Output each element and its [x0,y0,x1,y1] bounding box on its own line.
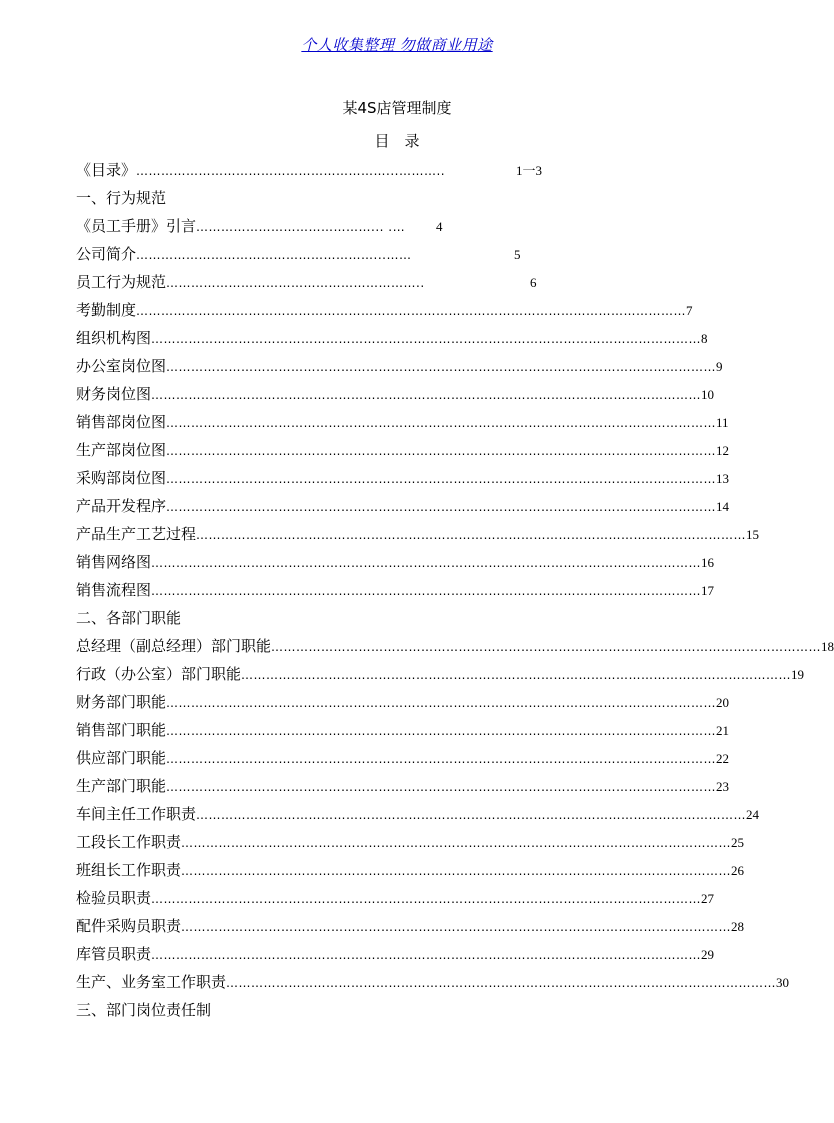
toc-entry: 库管员职责 …………………………………………………………………………………………………………………… 29 [76,945,715,963]
toc-entry: 检验员职责 …………………………………………………………………………………………………………………… 27 [76,889,715,907]
toc-entry: 财务部门职能 …………………………………………………………………………………………………………………… 20 [76,693,730,711]
toc-entry: 行政（办公室）部门职能 …………………………………………………………………………………………………………………… 19 [76,665,805,683]
table-of-contents [76,156,834,1024]
toc-entry: 销售部岗位图 …………………………………………………………………………………………………………………… 11 [76,413,729,431]
toc-entry: 总经理（副总经理）部门职能 …………………………………………………………………………………………………………………… 18 [76,637,834,655]
document-title: 某4S店管理制度 [342,99,452,117]
toc-entry-catalog: 《目录》 ……………………………………………………...……….. 1一3 [76,161,543,179]
toc-entry: 采购部岗位图 …………………………………………………………………………………………………………………… 13 [76,469,730,487]
toc-section-heading: 三、部门岗位责任制 [76,1001,212,1019]
toc-entry: 销售流程图 …………………………………………………………………………………………………………………… 17 [76,581,715,599]
toc-entry: 供应部门职能 …………………………………………………………………………………………………………………… 22 [76,749,730,767]
toc-section-heading: 二、各部门职能 [76,609,182,627]
toc-entry: 销售网络图 …………………………………………………………………………………………………………………… 16 [76,553,715,571]
toc-entry: 产品开发程序 …………………………………………………………………………………………………………………… 14 [76,497,730,515]
toc-entry: 工段长工作职责 …………………………………………………………………………………………………………………… 25 [76,833,745,851]
toc-entry: 生产部门职能 …………………………………………………………………………………………………………………… 23 [76,777,730,795]
toc-entry: 产品生产工艺过程 …………………………………………………………………………………………………………………… 15 [76,525,760,543]
toc-entry: 员工行为规范 …………………………………………………….. 6 [76,273,537,291]
header-link[interactable]: 个人收集整理 勿做商业用途 [301,36,493,54]
toc-heading: 目 录 [374,132,420,150]
toc-entry: 车间主任工作职责 …………………………………………………………………………………………………………………… 24 [76,805,760,823]
toc-entry: 财务岗位图 …………………………………………………………………………………………………………………… 10 [76,385,715,403]
toc-entry: 生产、业务室工作职责 …………………………………………………………………………………………………………………… 30 [76,973,790,991]
toc-section-heading: 一、行为规范 [76,189,167,207]
toc-entry: 配件采购员职责 …………………………………………………………………………………………………………………… 28 [76,917,745,935]
toc-entry: 销售部门职能 …………………………………………………………………………………………………………………… 21 [76,721,730,739]
toc-entry: 考勤制度 …………………………………………………………………………………………………………………… 7 [76,301,693,319]
toc-entry: 生产部岗位图 …………………………………………………………………………………………………………………… 12 [76,441,730,459]
toc-entry: 公司简介 …………………………………………………...…… 5 [76,245,521,263]
toc-entry: 办公室岗位图 …………………………………………………………………………………………………………………… 9 [76,357,723,375]
toc-entry: 班组长工作职责 …………………………………………………………………………………………………………………… 26 [76,861,745,879]
toc-entry: 组织机构图 …………………………………………………………………………………………………………………… 8 [76,329,708,347]
toc-entry: 《员工手册》引言 ……………………………………... .… 4 [76,217,443,235]
